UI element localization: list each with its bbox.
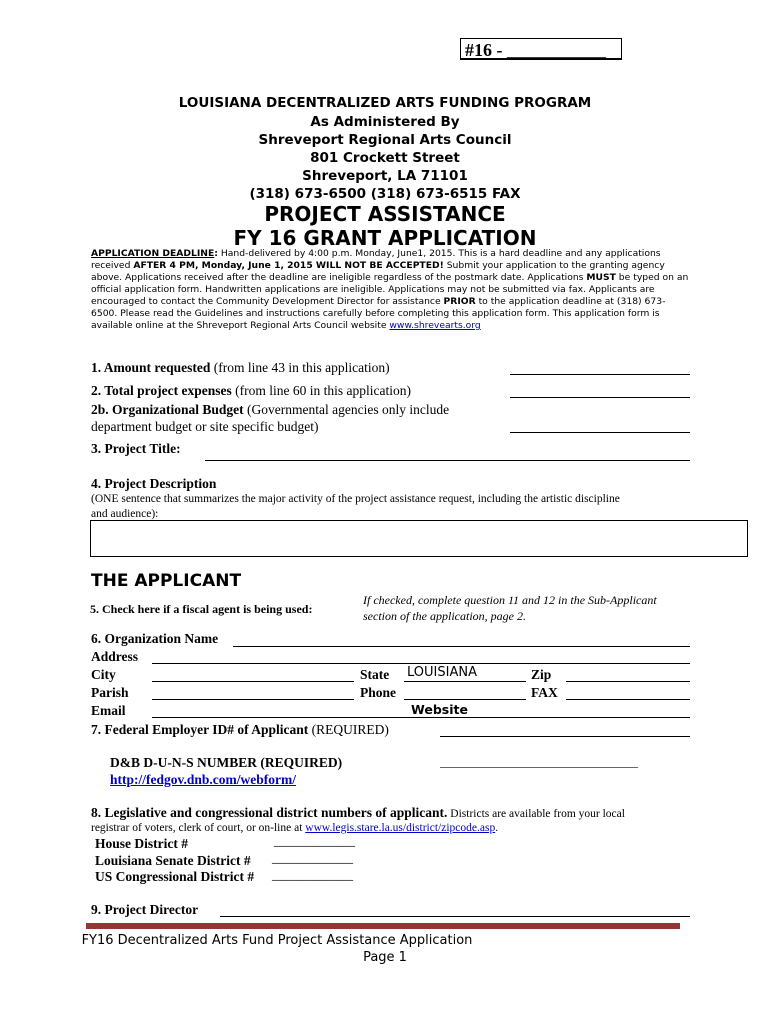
q2-note: (from line 60 in this application)	[231, 383, 411, 398]
city-label: City	[91, 667, 116, 682]
fax-label: FAX	[531, 685, 558, 700]
form-number-box[interactable]: #16 - ___________	[460, 38, 622, 60]
q5-note-line-2: section of the application, page 2.	[363, 609, 526, 623]
website-label: Website	[411, 702, 468, 717]
state-value[interactable]: LOUISIANA	[407, 665, 477, 680]
council-phones: (318) 673-6500 (318) 673-6515 FAX	[249, 186, 521, 202]
q5-note	[363, 592, 657, 624]
q8-note: Districts are available from your local	[447, 808, 625, 820]
q9-label: 9. Project Director	[91, 902, 199, 917]
footer-divider	[86, 923, 680, 929]
fiscal-agent-checkbox[interactable]	[342, 602, 354, 614]
parish-field[interactable]	[152, 699, 354, 700]
q7-row	[91, 721, 389, 739]
q4-row	[91, 475, 216, 493]
deadline-bold-2: MUST	[586, 272, 616, 283]
q5-label: 5. Check here if a fiscal agent is being used:	[90, 602, 313, 616]
website-link[interactable]: www.shrevearts.org	[389, 320, 481, 331]
zip-label: Zip	[531, 667, 552, 682]
q2-row	[91, 382, 411, 400]
house-district-field[interactable]: ____________	[274, 833, 355, 848]
duns-label: D&B D-U-N-S NUMBER (REQUIRED)	[110, 755, 343, 770]
phone-row	[360, 684, 396, 702]
project-description-input[interactable]	[90, 520, 748, 557]
q3-label: 3. Project Title:	[91, 441, 181, 456]
deadline-bold-3: PRIOR	[443, 296, 476, 307]
deadline-paragraph	[91, 248, 691, 332]
q1-label: 1. Amount requested	[91, 360, 211, 375]
house-district-label: House District #	[95, 836, 188, 851]
deadline-colon: :	[214, 248, 218, 259]
state-label: State	[360, 667, 390, 682]
q2b-row	[91, 401, 449, 419]
q4-note-2: and audience):	[91, 508, 159, 520]
zip-row	[531, 666, 551, 684]
email-row	[91, 702, 126, 720]
program-name: LOUISIANA DECENTRALIZED ARTS FUNDING PROGRAM	[178, 95, 592, 111]
email-label: Email	[91, 703, 126, 718]
phone-label: Phone	[360, 685, 397, 700]
fax-row	[531, 684, 558, 702]
q7-label: 7. Federal Employer ID# of Applicant	[91, 722, 309, 737]
zip-field[interactable]	[566, 681, 690, 682]
organization-name-field[interactable]	[233, 646, 690, 647]
city-row	[91, 666, 116, 684]
org-budget-field[interactable]	[510, 432, 690, 433]
q1-row	[91, 359, 390, 377]
senate-district-field[interactable]: ____________	[272, 850, 353, 865]
address-row	[91, 648, 138, 666]
congress-district-label: US Congressional District #	[95, 869, 255, 884]
q2b-note-2: department budget or site specific budget)	[91, 419, 319, 434]
address-field[interactable]	[152, 663, 690, 664]
duns-number-field[interactable]: _________________________________	[440, 755, 638, 769]
q6-label: 6. Organization Name	[91, 631, 219, 646]
deadline-text-2: Submit your application to the granting agency above. Applications received after the deadline are ineligible regardless of the postmark date. Applications	[91, 260, 665, 283]
q8-row	[91, 804, 625, 822]
deadline-label: APPLICATION DEADLINE	[91, 248, 215, 259]
q4-label: 4. Project Description	[91, 476, 217, 491]
council-city: Shreveport, LA 71101	[302, 168, 468, 184]
project-director-field[interactable]	[220, 916, 690, 917]
parish-row	[91, 684, 129, 702]
project-title-field[interactable]	[205, 460, 690, 461]
q7-note: (REQUIRED)	[308, 722, 389, 737]
total-expenses-field[interactable]	[510, 397, 690, 398]
q8-end: .	[495, 822, 499, 834]
district-lookup-link[interactable]: www.legis.stare.la.us/district/zipcode.asp	[305, 822, 496, 834]
amount-requested-field[interactable]	[510, 374, 690, 375]
q2b-note: (Governmental agencies only include	[243, 402, 450, 417]
page-footer	[0, 932, 770, 966]
council-street: 801 Crockett Street	[310, 150, 460, 166]
q2-label: 2. Total project expenses	[91, 383, 232, 398]
q6-row	[91, 630, 218, 648]
administered-by: As Administered By	[310, 114, 460, 130]
q3-row	[91, 440, 181, 458]
congress-district-field[interactable]: ____________	[272, 867, 353, 882]
deadline-text-4: to the application deadline at (318) 673-6500. Please read the Guidelines and instructions carefully before completing this application form. This application form is available online at the Shreveport Regional Arts Council website	[91, 296, 666, 331]
page-number: Page 1	[363, 950, 407, 965]
q1-note: (from line 43 in this application)	[210, 360, 390, 375]
page-subtitle: FY 16 GRANT APPLICATION	[233, 226, 537, 250]
q9-row	[91, 901, 198, 919]
deadline-text-1: Hand-delivered by 4:00 p.m. Monday, June1, 2015. This is a hard deadline and any applications received	[91, 248, 661, 271]
duns-link-row	[110, 771, 296, 789]
deadline-bold-1: AFTER 4 PM, Monday, June 1, 2015 WILL NOT BE ACCEPTED!	[133, 260, 444, 271]
parish-label: Parish	[91, 685, 129, 700]
phone-field[interactable]	[404, 699, 526, 700]
q8-note-2: registrar of voters, clerk of court, or on-line at	[91, 822, 306, 834]
fax-field[interactable]	[566, 699, 690, 700]
page-title: PROJECT ASSISTANCE	[264, 202, 506, 226]
q8-label: 8. Legislative and congressional district numbers of applicant.	[91, 805, 448, 820]
footer-title: FY16 Decentralized Arts Fund Project Assistance Application	[81, 933, 473, 948]
federal-id-field[interactable]	[440, 736, 690, 737]
q4-note: (ONE sentence that summarizes the major activity of the project assistance request, including the artistic discipline	[91, 493, 620, 505]
address-label: Address	[91, 649, 139, 664]
senate-district-label: Louisiana Senate District #	[95, 853, 251, 868]
q2b-label: 2b. Organizational Budget	[91, 402, 244, 417]
q5-note-line-1: If checked, complete question 11 and 12 in the Sub-Applicant	[363, 593, 657, 607]
state-row	[360, 666, 389, 684]
email-field[interactable]	[152, 717, 690, 718]
state-field-line	[404, 681, 526, 682]
deadline-text-3: be typed on an official application form. Handwritten applications are ineligible. Applications may not be submitted via fax. Applicants are encouraged to contact the Community Development Director for assistance	[91, 272, 689, 307]
applicant-section-title: THE APPLICANT	[91, 571, 242, 591]
duns-link[interactable]: http://fedgov.dnb.com/webform/	[110, 772, 297, 787]
city-field[interactable]	[152, 681, 354, 682]
council-name: Shreveport Regional Arts Council	[258, 132, 512, 148]
